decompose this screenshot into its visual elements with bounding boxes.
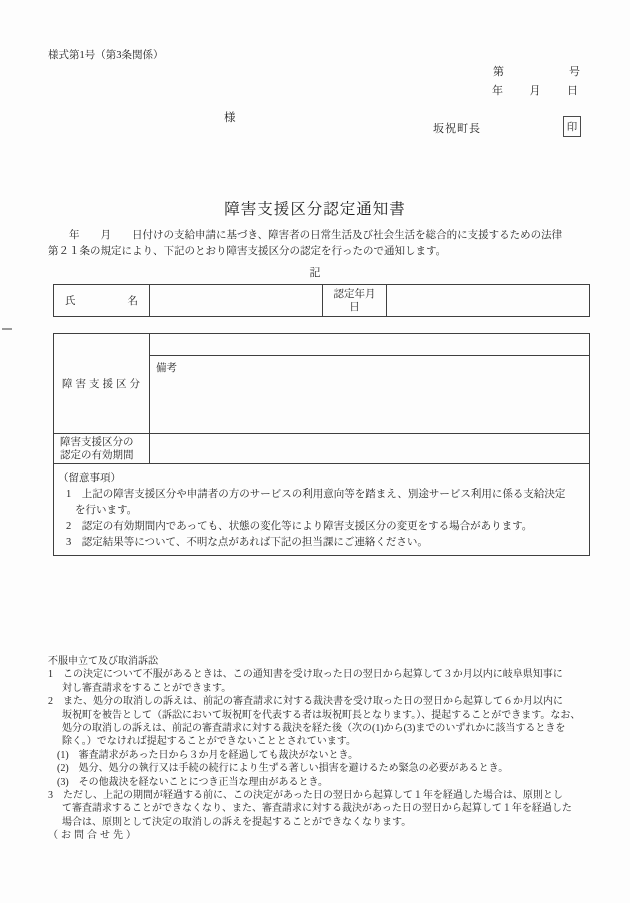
name-label [54,285,149,316]
text-line: て審査請求することができなくなり、また、審査請求に対する裁決があった日の翌日から起算して１年を経過した [62,803,572,815]
page-title: 障害支援区分認定通知書 [224,201,406,218]
text-line: （留意事項） [58,473,121,484]
validity-period-row [54,433,589,463]
issue-date-line [492,82,578,98]
ki-label: 記 [309,267,321,279]
certification-date-value-cell [386,285,589,316]
remarks-area [150,356,589,433]
text-line: 1 上記の障害支援区分や申請者の方のサービスの利用意向等を踏まえ、別途サービス利用に係る支給決定 [66,489,566,500]
doc-number-prefix: 第 [493,66,504,78]
notes-section [54,463,589,555]
text-line: (3) その他裁決を経ないことにつき正当な理由があるとき。 [57,776,329,788]
text-line: 3 ただし、上記の期間が経過する前に、この決定があった日の翌日から起算して１年を経過した場合は、原則とし [48,790,563,802]
support-category-value-cell [150,334,589,356]
document-number-line [493,63,580,79]
text-line: 坂祝町を被告として（訴訟において坂祝町を代表する者は坂祝町長となります。）、提起することができます。なお、 [62,709,581,721]
remarks-label: 備考 [156,363,177,374]
validity-label-line2: 認定の有効期間 [60,450,134,461]
text-line: 不服申立て及び取消訴訟 [48,656,158,667]
issuer-name: 坂祝町長 [433,123,481,135]
text-line: 1 この決定について不服があるときは、この通知書を受け取った日の翌日から起算して３か月以内に岐阜県知事に [48,669,563,681]
text-line: 除く。）でなければ提起することができないこととされています。 [62,736,356,748]
validity-period-label [54,434,149,463]
intro-paragraph [48,228,593,260]
text-line: 第２１条の規定により、下記のとおり障害支援区分の認定を行ったので通知します。 [48,246,447,257]
form-number: 様式第1号（第3条関係） [48,50,164,61]
fold-mark [2,328,12,330]
support-category-table [53,333,590,556]
date-month-label: 月 [529,85,541,97]
recipient-honorific: 様 [224,112,236,124]
date-year-label: 年 [492,85,503,97]
doc-number-suffix: 号 [569,66,580,78]
certification-date-label: 認定年月日 [322,285,386,316]
text-line: 2 認定の有効期間内であっても、状態の変化等により障害支援区分の変更をする場合があります。 [66,521,533,532]
text-line: 3 認定結果等について、不明な点があれば下記の担当課にご連絡ください。 [66,537,428,548]
text-line: 年 月 日付けの支給申請に基づき、障害者の日常生活及び社会生活を総合的に支援するための法律 [48,230,563,241]
validity-label-line1: 障害支援区分の [60,437,134,448]
seal-character: 印 [566,122,578,133]
name-certdate-table [53,284,590,317]
support-category-label: 障害支援区分 [62,379,143,390]
name-label-first: 氏 [65,296,76,307]
appeal-lines [48,655,608,829]
text-line: 2 また、処分の取消しの訴えは、前記の審査請求に対する裁決書を受け取った日の翌日から起算して６か月以内に [48,696,563,708]
text-line: 場合は、原則として決定の取消しの訴えを提起することができなくなります。 [62,816,412,828]
text-line: 対し審査請求をすることができます。 [62,682,232,694]
text-line: (2) 処分、処分の執行又は手続の続行により生ずる著しい損害を避けるため緊急の必要があるとき。 [57,763,509,775]
date-day-label: 日 [567,85,578,97]
appeal-section [48,655,608,843]
name-value-cell [149,285,322,316]
contact-heading: （お問合せ先） [48,830,139,842]
text-line: (1) 審査請求があった日から３か月を経過しても裁決がないとき。 [57,749,359,761]
text-line: 処分の取消しの訴えは、前記の審査請求に対する裁決を経た後（次の(1)から(3)までのいずれかに該当するときを [62,723,566,735]
support-category-row [54,334,589,433]
name-label-last: 名 [127,296,138,307]
validity-period-value-cell [149,434,589,463]
text-line: を行います。 [75,505,138,516]
support-category-right-column [149,334,589,433]
seal-box [563,116,581,137]
